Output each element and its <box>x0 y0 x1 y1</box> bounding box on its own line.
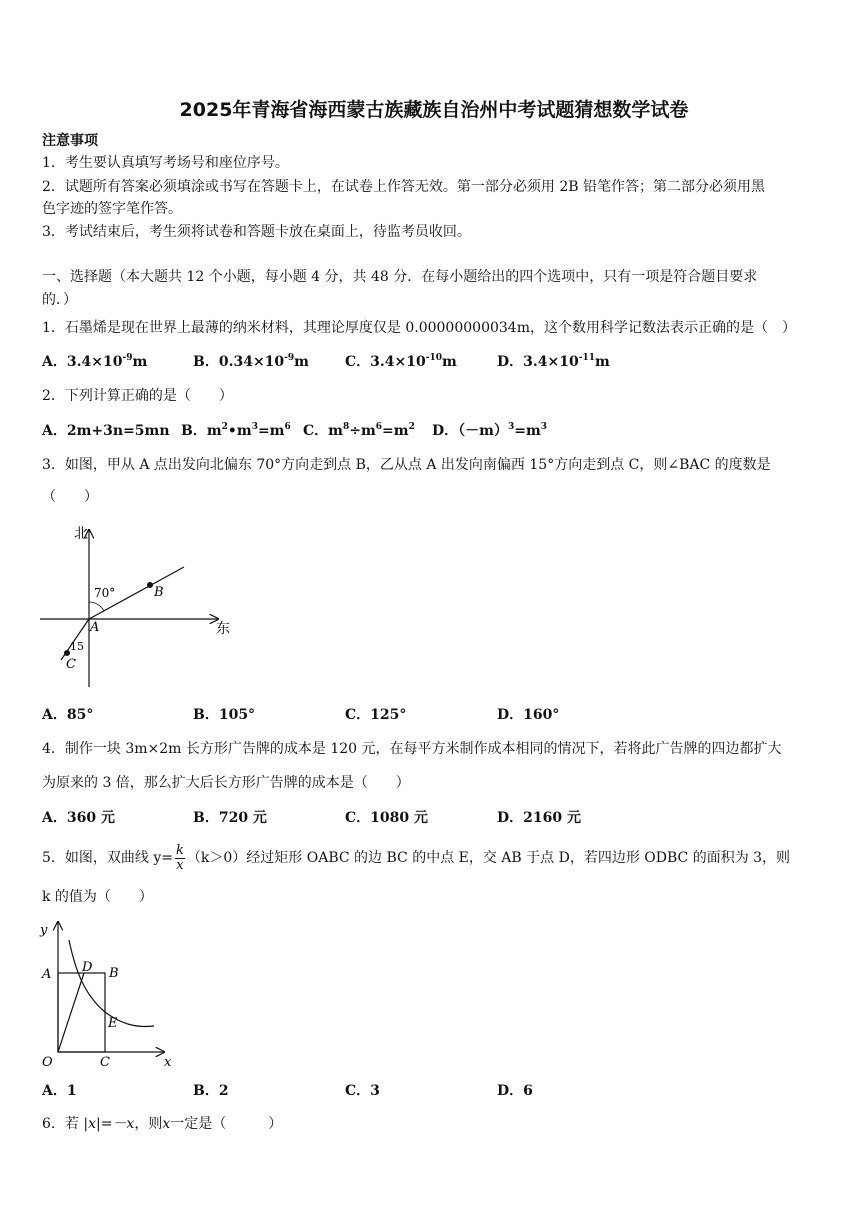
q4-stem-cont: 为原来的 3 倍，那么扩大后长方形广告牌的成本是（ ） <box>42 775 410 791</box>
q4-option-b: B．720 元 <box>193 810 267 826</box>
q3-option-a: A．85° <box>42 707 94 723</box>
notice-item: 色字迹的签字笔作答。 <box>42 201 182 217</box>
q2-option-d: D．$(-m)^3=m^3$ <box>432 422 548 439</box>
q5-option-d: D．6 <box>497 1083 533 1099</box>
q3-option-d: D．160° <box>497 707 560 723</box>
q5-option-c: C．3 <box>345 1083 380 1099</box>
notice-item: 3．考试结束后，考生须将试卷和答题卡放在桌面上，待监考员收回。 <box>42 224 471 240</box>
q4-option-a: A．360 元 <box>42 810 115 826</box>
notice-item: 1．考生要认真填写考场号和座位序号。 <box>42 155 289 171</box>
q4-stem: 4．制作一块 3m×2m 长方形广告牌的成本是 120 元，在每平方米制作成本相同的情况下，若将此广告牌的四边都扩大 <box>42 741 782 757</box>
q3-option-c: C．125° <box>345 707 407 723</box>
point-a-label: A <box>90 620 100 635</box>
y-axis-label: y <box>40 923 48 938</box>
q1-option-c: C．$3.4\times 10^{-10}m$ <box>345 353 457 370</box>
q3-paren: （ ） <box>42 489 98 505</box>
point-b-label: B <box>109 966 119 981</box>
point-b-label: B <box>154 585 164 600</box>
q3-figure <box>36 522 236 692</box>
q1-option-b: B．$0.34\times 10^{-9}m$ <box>193 353 309 370</box>
east-label: 东 <box>216 621 230 637</box>
q5-option-a: A．1 <box>42 1083 77 1099</box>
q4-option-c: C．1080 元 <box>345 810 428 826</box>
notice-item: 2．试题所有答案必须填涂或书写在答题卡上，在试卷上作答无效。第一部分必须用 2B 铅笔作答；第二部分必须用黑 <box>42 179 765 195</box>
point-c-label: C <box>100 1055 110 1070</box>
q5-stem-cont: k 的值为（ ） <box>42 889 153 905</box>
q5-figure <box>36 916 186 1071</box>
x-axis-label: x <box>164 1055 172 1070</box>
q5-stem: 5．如图，双曲线 y= $\frac{k}{x}$ （k＞0）经过矩形 OABC 的边 BC 的中点 E，交 AB 于点 D，若四边形 ODBC 的面积为 3，则 <box>42 842 791 873</box>
rectangle-oabc <box>58 973 105 1052</box>
q3-stem: 3．如图，甲从 A 点出发向北偏东 70°方向走到点 B，乙从点 A 出发向南偏西 15°方向走到点 C，则∠BAC 的度数是 <box>42 457 771 473</box>
point-b <box>147 582 153 588</box>
fraction-k-over-x: $\frac{k}{x}$ <box>176 842 184 873</box>
q2-option-c: C．$m^8\div m^6=m^2$ <box>303 422 415 439</box>
north-label: 北 <box>74 526 88 542</box>
origin-label: O <box>42 1055 53 1070</box>
section-heading: 一、选择题（本大题共 12 个小题，每小题 4 分，共 48 分．在每小题给出的四个选项中，只有一项是符合题目要求 <box>42 269 758 285</box>
q6-stem: 6．若 |x|=－x，则x一定是（ ） <box>42 1116 283 1132</box>
segment-od <box>58 973 84 1052</box>
section-heading-cont: 的．） <box>42 292 77 308</box>
hyperbola-curve <box>69 940 154 1026</box>
q3-option-b: B．105° <box>193 707 256 723</box>
angle-15-label: 15 <box>70 640 84 653</box>
point-c-label: C <box>66 657 76 672</box>
q2-option-a: A．2m+3n=5mn <box>42 423 170 439</box>
q1-option-d: D．$3.4\times 10^{-11}m$ <box>497 353 610 370</box>
q5-option-b: B．2 <box>193 1083 229 1099</box>
abs-expression: |x|=－x <box>83 1116 135 1132</box>
q1-option-a: A．$3.4\times 10^{-9}m$ <box>42 353 148 370</box>
q2-stem: 2．下列计算正确的是（ ） <box>42 388 233 404</box>
point-d-label: D <box>82 960 93 975</box>
page-title: 2025年青海省海西蒙古族藏族自治州中考试题猜想数学试卷 <box>179 99 689 121</box>
q1-stem: 1．石墨烯是现在世界上最薄的纳米材料，其理论厚度仅是 0.00000000034m，这个数用科学记数法表示正确的是（ ） <box>42 320 796 336</box>
q2-option-b: B．$m^2•m^3=m^6$ <box>181 422 291 439</box>
notice-heading: 注意事项 <box>42 133 98 149</box>
q4-option-d: D．2160 元 <box>497 810 581 826</box>
point-a-label: A <box>42 967 52 982</box>
point-e-label: E <box>108 1016 118 1031</box>
angle-70-label: 70° <box>94 586 116 600</box>
